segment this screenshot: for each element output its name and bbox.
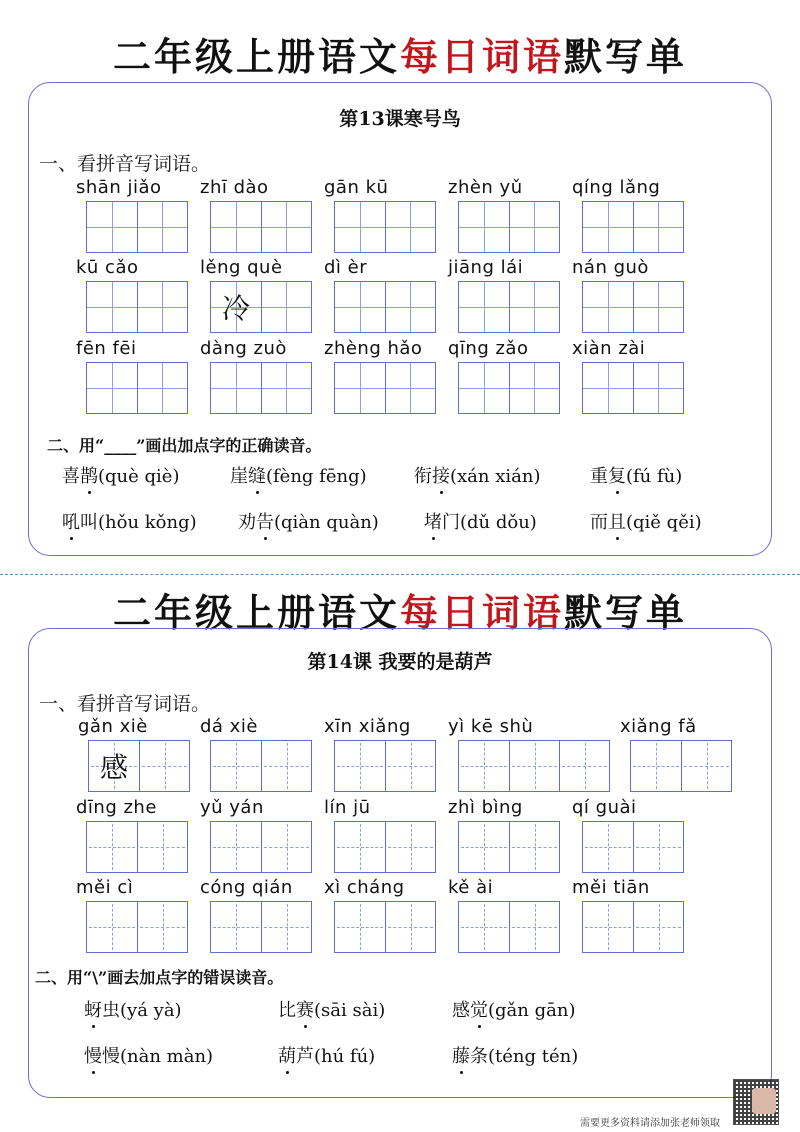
writing-cell[interactable]: [681, 741, 731, 791]
writing-cell[interactable]: [261, 902, 311, 952]
writing-grid[interactable]: [630, 740, 732, 792]
writing-cell[interactable]: [137, 822, 187, 872]
pinyin-label: dàng zuò: [200, 338, 287, 359]
sheet1-section2-title: 二、用“____”画出加点字的正确读音。: [47, 436, 322, 455]
writing-cell[interactable]: [631, 741, 681, 791]
writing-grid[interactable]: [334, 740, 436, 792]
pinyin-label: jiāng lái: [448, 257, 524, 278]
sheet2-choice-1: 蚜虫(yá yà): [84, 996, 182, 1022]
writing-cell[interactable]: [87, 363, 137, 413]
pinyin-label: yì kē shù: [448, 716, 534, 737]
sheet2-choice-3: 感觉(gǎn gān): [452, 996, 575, 1022]
writing-cell[interactable]: [261, 822, 311, 872]
writing-grid[interactable]: [86, 901, 188, 953]
pinyin-label: zhì bìng: [448, 797, 523, 818]
writing-grid[interactable]: [334, 362, 436, 414]
sheet2-main-title: 二年级上册语文每日词语默写单: [112, 590, 688, 635]
writing-grid[interactable]: [582, 362, 684, 414]
writing-cell[interactable]: [459, 282, 509, 332]
writing-grid[interactable]: [582, 201, 684, 253]
writing-cell[interactable]: [335, 282, 385, 332]
writing-cell[interactable]: [335, 822, 385, 872]
writing-cell[interactable]: [261, 741, 311, 791]
pinyin-label: cóng qián: [200, 877, 293, 898]
writing-cell[interactable]: [459, 741, 509, 791]
sheet2-choice-4: 慢慢(nàn màn): [84, 1042, 213, 1068]
writing-cell[interactable]: [261, 202, 311, 252]
writing-cell[interactable]: [87, 202, 137, 252]
sheet2-lesson-title: 第14课 我要的是葫芦: [307, 651, 493, 673]
writing-cell[interactable]: [633, 363, 683, 413]
writing-cell[interactable]: [261, 282, 311, 332]
writing-cell[interactable]: [211, 363, 261, 413]
pinyin-label: dīng zhe: [76, 797, 157, 818]
writing-grid[interactable]: [458, 821, 560, 873]
sheet2-choice-2: 比赛(sāi sài): [278, 996, 385, 1022]
writing-grid[interactable]: [458, 740, 610, 792]
writing-cell[interactable]: [335, 902, 385, 952]
writing-grid[interactable]: [210, 362, 312, 414]
pinyin-label: lěng què: [200, 257, 283, 278]
writing-cell[interactable]: [509, 902, 559, 952]
writing-grid[interactable]: [582, 901, 684, 953]
writing-cell[interactable]: [633, 282, 683, 332]
pinyin-label: měi cì: [76, 877, 134, 898]
footer-note: 需要更多资料请添加张老师领取: [580, 1118, 720, 1129]
sheet1-choice-3: 衔接(xán xián): [414, 462, 540, 488]
writing-grid[interactable]: [210, 821, 312, 873]
written-character: 感: [99, 751, 128, 784]
sheet1-choice-5: 吼叫(hǒu kǒng): [62, 508, 197, 534]
writing-cell[interactable]: [559, 741, 609, 791]
pinyin-label: xīn xiǎng: [324, 716, 411, 737]
cut-line-divider: [0, 574, 800, 575]
writing-cell[interactable]: [633, 902, 683, 952]
writing-cell[interactable]: [509, 741, 559, 791]
pinyin-label: fēn fēi: [76, 338, 137, 359]
writing-grid[interactable]: [582, 281, 684, 333]
writing-grid[interactable]: [458, 362, 560, 414]
pinyin-label: zhèn yǔ: [448, 177, 523, 198]
sheet1-choice-2: 崖缝(fèng fēng): [230, 462, 367, 488]
writing-cell[interactable]: [583, 202, 633, 252]
writing-grid[interactable]: [86, 362, 188, 414]
writing-cell[interactable]: [459, 202, 509, 252]
writing-cell[interactable]: [385, 282, 435, 332]
writing-grid[interactable]: [210, 740, 312, 792]
writing-cell[interactable]: [633, 822, 683, 872]
writing-cell[interactable]: [139, 741, 189, 791]
writing-cell[interactable]: [385, 822, 435, 872]
writing-grid[interactable]: [210, 901, 312, 953]
writing-grid[interactable]: [86, 281, 188, 333]
writing-grid[interactable]: [334, 281, 436, 333]
writing-cell[interactable]: [137, 282, 187, 332]
sheet1-choice-4: 重复(fú fù): [590, 462, 682, 488]
writing-cell[interactable]: [137, 363, 187, 413]
pinyin-label: xiàn zài: [572, 338, 646, 359]
writing-grid[interactable]: [458, 201, 560, 253]
pinyin-label: gǎn xiè: [78, 716, 148, 737]
writing-cell[interactable]: [459, 363, 509, 413]
writing-cell[interactable]: [137, 902, 187, 952]
pinyin-label: dì èr: [324, 257, 368, 278]
pinyin-label: yǔ yán: [200, 797, 264, 818]
written-character: 冷: [221, 292, 250, 325]
sheet1-lesson-title: 第13课寒号鸟: [339, 108, 461, 130]
pinyin-label: dá xiè: [200, 716, 258, 737]
pinyin-label: zhèng hǎo: [324, 338, 423, 359]
pinyin-label: nán guò: [572, 257, 649, 278]
writing-cell[interactable]: [211, 822, 261, 872]
writing-cell[interactable]: [583, 282, 633, 332]
pinyin-label: xiǎng fǎ: [620, 716, 697, 737]
pinyin-label: měi tiān: [572, 877, 650, 898]
writing-cell[interactable]: [211, 282, 261, 332]
writing-grid[interactable]: [458, 281, 560, 333]
writing-cell[interactable]: [335, 202, 385, 252]
pinyin-label: kū cǎo: [76, 257, 139, 278]
writing-cell[interactable]: [335, 741, 385, 791]
teacher-avatar: [752, 1088, 776, 1114]
writing-cell[interactable]: [261, 363, 311, 413]
writing-cell[interactable]: [509, 822, 559, 872]
writing-cell[interactable]: [509, 363, 559, 413]
pinyin-label: shān jiǎo: [76, 177, 162, 198]
sheet1-main-title: 二年级上册语文每日词语默写单: [112, 34, 688, 79]
writing-cell[interactable]: [509, 282, 559, 332]
writing-cell[interactable]: [385, 363, 435, 413]
pinyin-label: gān kū: [324, 177, 389, 198]
writing-cell[interactable]: [583, 822, 633, 872]
writing-grid[interactable]: [582, 821, 684, 873]
writing-cell[interactable]: [583, 902, 633, 952]
pinyin-label: lín jū: [324, 797, 371, 818]
writing-grid[interactable]: [86, 821, 188, 873]
writing-cell[interactable]: [87, 822, 137, 872]
sheet2-choice-6: 藤条(téng tén): [452, 1042, 578, 1068]
writing-cell[interactable]: [137, 202, 187, 252]
pinyin-label: xì cháng: [324, 877, 405, 898]
writing-cell[interactable]: [385, 741, 435, 791]
writing-cell[interactable]: [211, 741, 261, 791]
writing-cell[interactable]: [385, 902, 435, 952]
sheet2-choice-5: 葫芦(hú fú): [278, 1042, 375, 1068]
sheet2-section1-title: 一、看拼音写词语。: [39, 693, 211, 715]
sheet1-choice-8: 而且(qiě qěi): [590, 508, 702, 534]
sheet1-choice-1: 喜鹊(què qiè): [62, 462, 179, 488]
writing-cell[interactable]: [633, 202, 683, 252]
writing-cell[interactable]: [211, 202, 261, 252]
writing-cell[interactable]: [583, 363, 633, 413]
writing-cell[interactable]: [87, 902, 137, 952]
writing-cell[interactable]: [335, 363, 385, 413]
writing-cell[interactable]: [89, 741, 139, 791]
writing-grid[interactable]: [334, 901, 436, 953]
pinyin-label: qīng zǎo: [448, 338, 529, 359]
writing-grid[interactable]: [334, 201, 436, 253]
writing-grid[interactable]: [210, 281, 312, 333]
sheet1-choice-7: 堵门(dǔ dǒu): [424, 508, 537, 534]
sheet1-choice-6: 劝告(qiàn quàn): [238, 508, 379, 534]
pinyin-label: qí guài: [572, 797, 637, 818]
writing-cell[interactable]: [87, 282, 137, 332]
sheet2-section2-title: 二、用“\”画去加点字的错误读音。: [35, 968, 284, 987]
writing-cell[interactable]: [211, 902, 261, 952]
pinyin-label: qíng lǎng: [572, 177, 661, 198]
writing-cell[interactable]: [385, 202, 435, 252]
writing-cell[interactable]: [509, 202, 559, 252]
writing-grid[interactable]: [88, 740, 190, 792]
writing-grid[interactable]: [334, 821, 436, 873]
pinyin-label: kě ài: [448, 877, 494, 898]
pinyin-label: zhī dào: [200, 177, 269, 198]
writing-grid[interactable]: [86, 201, 188, 253]
writing-grid[interactable]: [458, 901, 560, 953]
sheet1-section1-title: 一、看拼音写词语。: [39, 153, 211, 175]
writing-cell[interactable]: [459, 902, 509, 952]
writing-grid[interactable]: [210, 201, 312, 253]
writing-cell[interactable]: [459, 822, 509, 872]
